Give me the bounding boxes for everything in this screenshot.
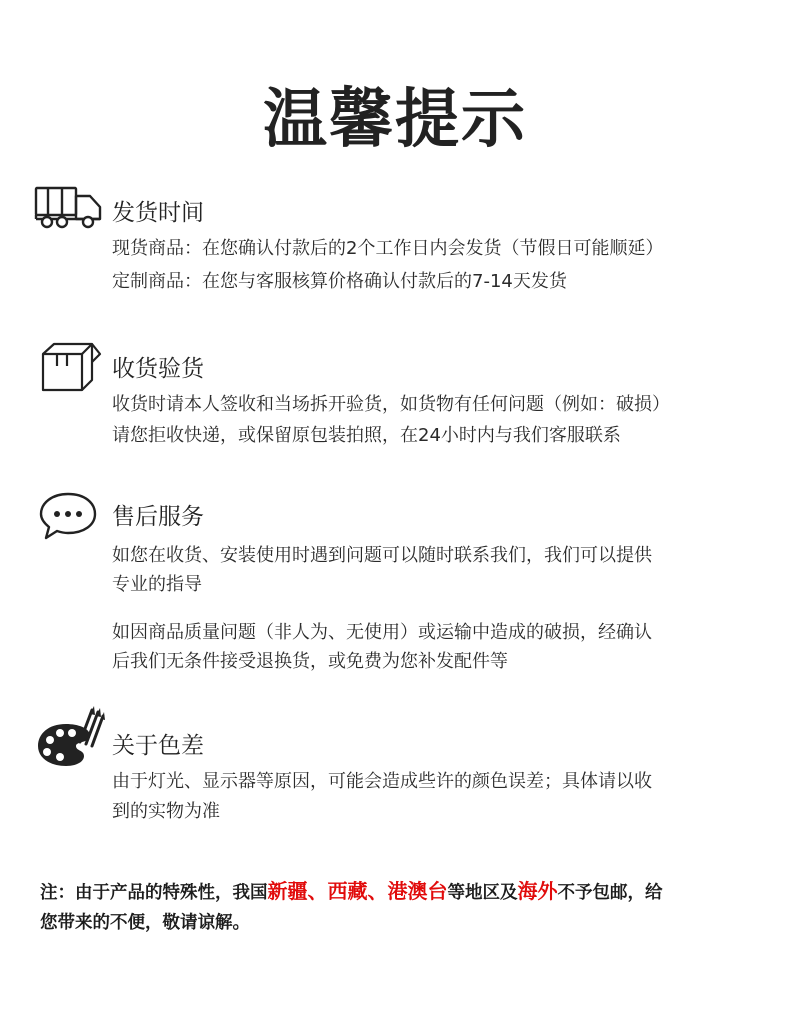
shipping-line-1: 现货商品：在您确认付款后的2个工作日内会发货（节假日可能顺延） — [112, 238, 664, 259]
box-icon — [40, 342, 102, 392]
shipping-line-2: 定制商品：在您与客服核算价格确认付款后的7-14天发货 — [112, 271, 567, 292]
note-prefix: 注：由于产品的特殊性，我国 — [40, 883, 268, 903]
shipping-exclusion-note — [40, 878, 663, 906]
after-sales-line-3: 如因商品质量问题（非人为、无使用）或运输中造成的破损，经确认 — [112, 622, 652, 643]
note-middle: 等地区及 — [447, 883, 518, 903]
note-excluded-regions: 新疆、西藏、港澳台 — [267, 879, 448, 903]
section-title-shipping: 发货时间 — [112, 200, 204, 226]
page-title: 温馨提示 — [263, 83, 527, 157]
chat-bubble-icon — [38, 490, 98, 542]
note-overseas: 海外 — [517, 879, 558, 903]
section-title-after-sales: 售后服务 — [112, 504, 204, 530]
truck-icon — [34, 186, 102, 230]
color-line-2: 到的实物为准 — [112, 801, 220, 822]
after-sales-line-1: 如您在收货、安装使用时遇到问题可以随时联系我们，我们可以提供 — [112, 545, 652, 566]
receiving-line-1: 收货时请本人签收和当场拆开验货，如货物有任何问题（例如：破损） — [112, 394, 670, 415]
section-title-color-difference: 关于色差 — [112, 733, 204, 759]
note-line-2: 您带来的不便，敬请谅解。 — [40, 913, 250, 933]
receiving-line-2: 请您拒收快递，或保留原包装拍照，在24小时内与我们客服联系 — [112, 425, 621, 446]
section-title-receiving: 收货验货 — [112, 356, 204, 382]
after-sales-line-4: 后我们无条件接受退换货，或免费为您补发配件等 — [112, 651, 508, 672]
note-suffix: 不予包邮，给 — [557, 883, 663, 903]
after-sales-line-2: 专业的指导 — [112, 574, 202, 595]
color-line-1: 由于灯光、显示器等原因，可能会造成些许的颜色误差；具体请以收 — [112, 771, 652, 792]
palette-icon — [34, 704, 106, 768]
